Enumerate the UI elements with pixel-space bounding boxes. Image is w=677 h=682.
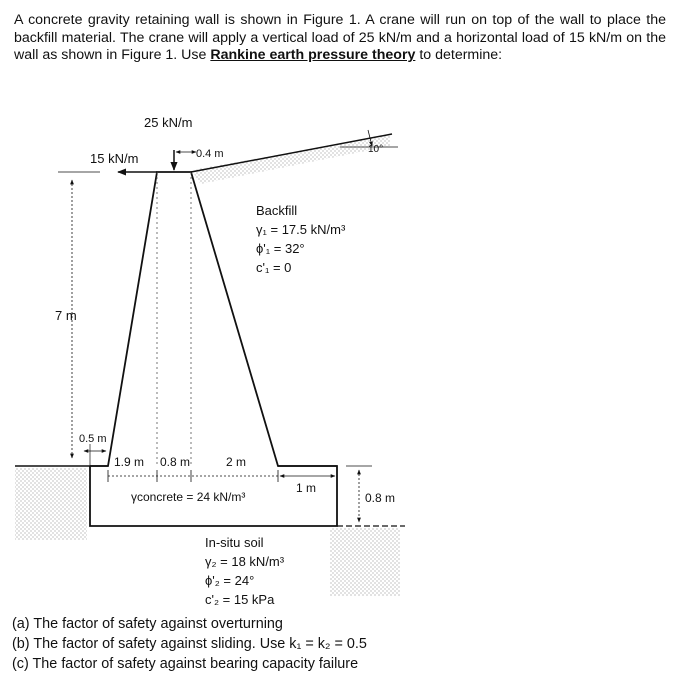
rankine-emphasis: Rankine earth pressure theory xyxy=(210,47,416,64)
horizontal-load-label: 15 kN/m xyxy=(90,151,139,166)
backfill-gamma: γ₁ = 17.5 kN/m³ xyxy=(256,222,346,237)
heel-width-label: 1 m xyxy=(296,481,317,495)
vertical-load-label: 25 kN/m xyxy=(144,115,193,130)
insitu-phi: ϕ'₂ = 24° xyxy=(205,573,255,588)
insitu-gamma: γ₂ = 18 kN/m³ xyxy=(205,554,285,569)
wall-height-label: 7 m xyxy=(55,308,77,323)
insitu-title: In-situ soil xyxy=(205,535,264,550)
base-thickness-label: 0.8 m xyxy=(365,491,396,505)
insitu-c: c'₂ = 15 kPa xyxy=(205,592,275,607)
problem-text-before: A concrete gravity retaining wall is shown in Figure 1. A crane will run on top of the wall to place the backfill material. The crane will apply a vertical load of 25 kN/m and a horizontal load of 15 kN/m on the wall as shown in Figure 1. Use xyxy=(14,12,666,64)
question-a: (a) The factor of safety against overturning xyxy=(12,616,283,632)
left-ground-hatch xyxy=(15,468,87,540)
backfill-title: Backfill xyxy=(256,203,298,218)
question-list xyxy=(12,614,672,675)
backfill-phi: ϕ'₁ = 32° xyxy=(256,241,305,256)
top-width-label: 0.4 m xyxy=(196,148,224,160)
slope-angle-label: 10° xyxy=(368,144,384,155)
question-c: (c) The factor of safety against bearing capacity failure xyxy=(12,656,359,673)
question-b: (b) The factor of safety against sliding. Use k₁ = k₂ = 0.5 xyxy=(12,636,367,653)
front-batter-label: 1.9 m xyxy=(114,455,145,469)
back-batter-label: 2 m xyxy=(226,455,247,469)
backfill-c: c'₁ = 0 xyxy=(256,260,292,275)
right-ground-hatch xyxy=(330,528,400,596)
problem-text-after: to determine: xyxy=(415,47,503,64)
toe-width-label: 0.5 m xyxy=(79,433,107,445)
concrete-unit-weight: γconcrete = 24 kN/m³ xyxy=(131,490,246,504)
top-segment-label: 0.8 m xyxy=(160,455,191,469)
